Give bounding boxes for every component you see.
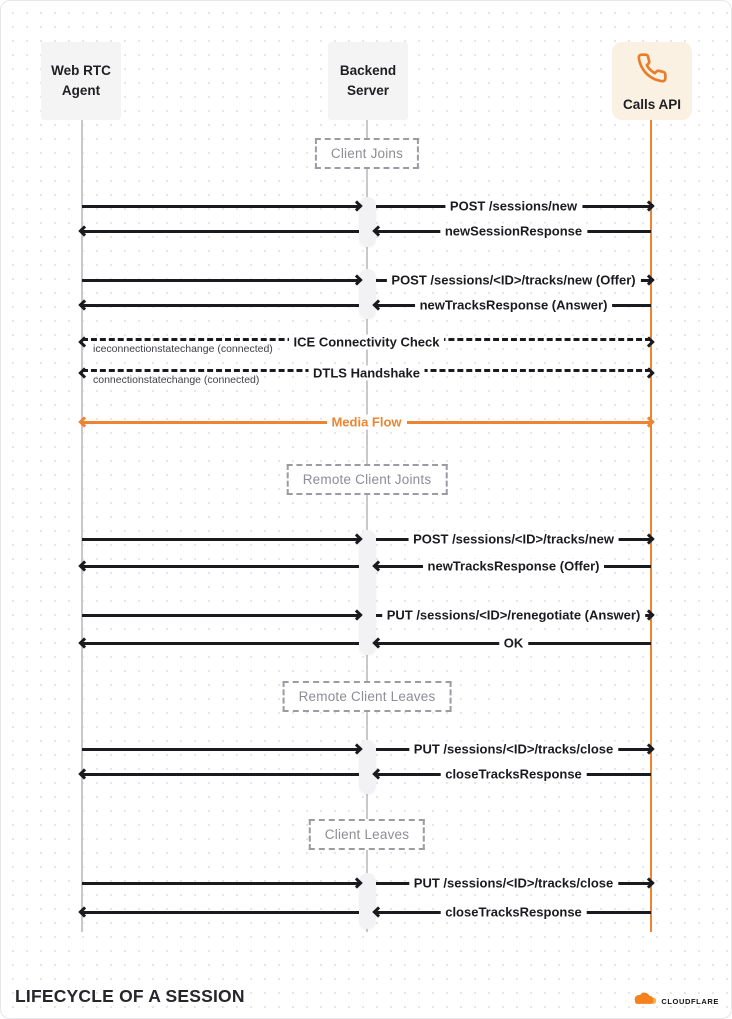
message-label: OK	[499, 636, 529, 651]
arrow-line	[82, 230, 359, 233]
section-label: Remote Client Joints	[302, 472, 432, 487]
arrow-line	[82, 279, 359, 282]
section-remote-client-joints	[287, 464, 448, 495]
section-label: Client Joins	[330, 146, 404, 161]
lifeline-calls-api	[650, 120, 652, 932]
event-caption: iceconnectionstatechange (connected)	[93, 343, 273, 355]
arrow-line	[376, 904, 651, 920]
arrow-line	[376, 297, 651, 313]
message-label: newSessionResponse	[440, 224, 587, 239]
actor-label-line: Server	[346, 83, 390, 98]
section-client-leaves	[309, 819, 425, 850]
arrowhead-right-icon	[643, 336, 654, 347]
activation-bar	[359, 269, 376, 319]
cloudflare-cloud-icon	[631, 992, 658, 1010]
section-label: Client Leaves	[324, 827, 410, 842]
arrowhead-right-icon	[643, 200, 654, 211]
message-label: PUT /sessions/<ID>/renegotiate (Answer)	[382, 608, 646, 623]
message-label: PUT /sessions/<ID>/tracks/close	[409, 742, 618, 757]
arrow-line	[376, 766, 651, 782]
actor-label-line: Calls API	[622, 96, 682, 112]
arrow-line	[82, 205, 359, 208]
message-label: POST /sessions/new	[445, 199, 582, 214]
actor-label-line: Web RTC	[51, 63, 111, 79]
arrow-line	[376, 741, 651, 757]
arrow-line	[82, 565, 359, 568]
message-label: POST /sessions/<ID>/tracks/new	[408, 532, 619, 547]
actor-label-line: Backend	[339, 63, 397, 79]
actor-web-rtc-agent	[41, 42, 121, 120]
arrow-line	[82, 304, 359, 307]
section-remote-client-leaves	[283, 681, 452, 712]
arrow-line	[82, 748, 359, 751]
arrow-line	[82, 911, 359, 914]
message-label: closeTracksResponse	[440, 905, 587, 920]
arrow-line	[376, 558, 651, 574]
actor-backend-server	[328, 42, 408, 120]
message-label: Media Flow	[326, 415, 406, 430]
arrow-line	[82, 642, 359, 645]
section-label: Remote Client Leaves	[298, 689, 436, 704]
cloudflare-wordmark: CLOUDFLARE	[661, 996, 719, 1006]
arrow-line	[376, 198, 651, 214]
section-client-joins	[315, 138, 419, 169]
message-label: closeTracksResponse	[440, 767, 587, 782]
arrow-line	[376, 875, 651, 891]
arrow-line	[376, 607, 651, 623]
diagram-title: LIFECYCLE OF A SESSION	[15, 986, 245, 1006]
actor-label-line: Agent	[61, 83, 101, 98]
message-label: PUT /sessions/<ID>/tracks/close	[409, 876, 618, 891]
message-label: POST /sessions/<ID>/tracks/new (Offer)	[386, 273, 640, 288]
arrow-line	[376, 531, 651, 547]
message-label: newTracksResponse (Offer)	[423, 559, 605, 574]
arrow-line	[376, 223, 651, 239]
arrowhead-right-icon	[643, 367, 654, 378]
arrow-line	[82, 614, 359, 617]
activation-bar	[359, 530, 376, 655]
arrow-line-orange	[82, 414, 651, 430]
message-label: DTLS Handshake	[308, 366, 425, 381]
cloudflare-logo	[631, 992, 719, 1010]
message-label: newTracksResponse (Answer)	[415, 298, 613, 313]
arrow-line	[82, 773, 359, 776]
message-label: ICE Connectivity Check	[289, 335, 445, 350]
arrow-line	[82, 538, 359, 541]
phone-icon	[636, 52, 668, 90]
arrowhead-right-icon	[643, 533, 654, 544]
actor-calls-api	[612, 42, 692, 120]
arrowhead-right-icon	[643, 743, 654, 754]
arrow-line	[376, 635, 651, 651]
arrow-line	[82, 882, 359, 885]
arrowhead-right-icon	[643, 877, 654, 888]
arrowhead-right-icon	[643, 416, 654, 427]
arrow-line	[376, 272, 651, 288]
event-caption: connectionstatechange (connected)	[93, 374, 260, 386]
lifeline-web-rtc-agent	[81, 120, 83, 932]
arrowhead-right-icon	[643, 274, 654, 285]
